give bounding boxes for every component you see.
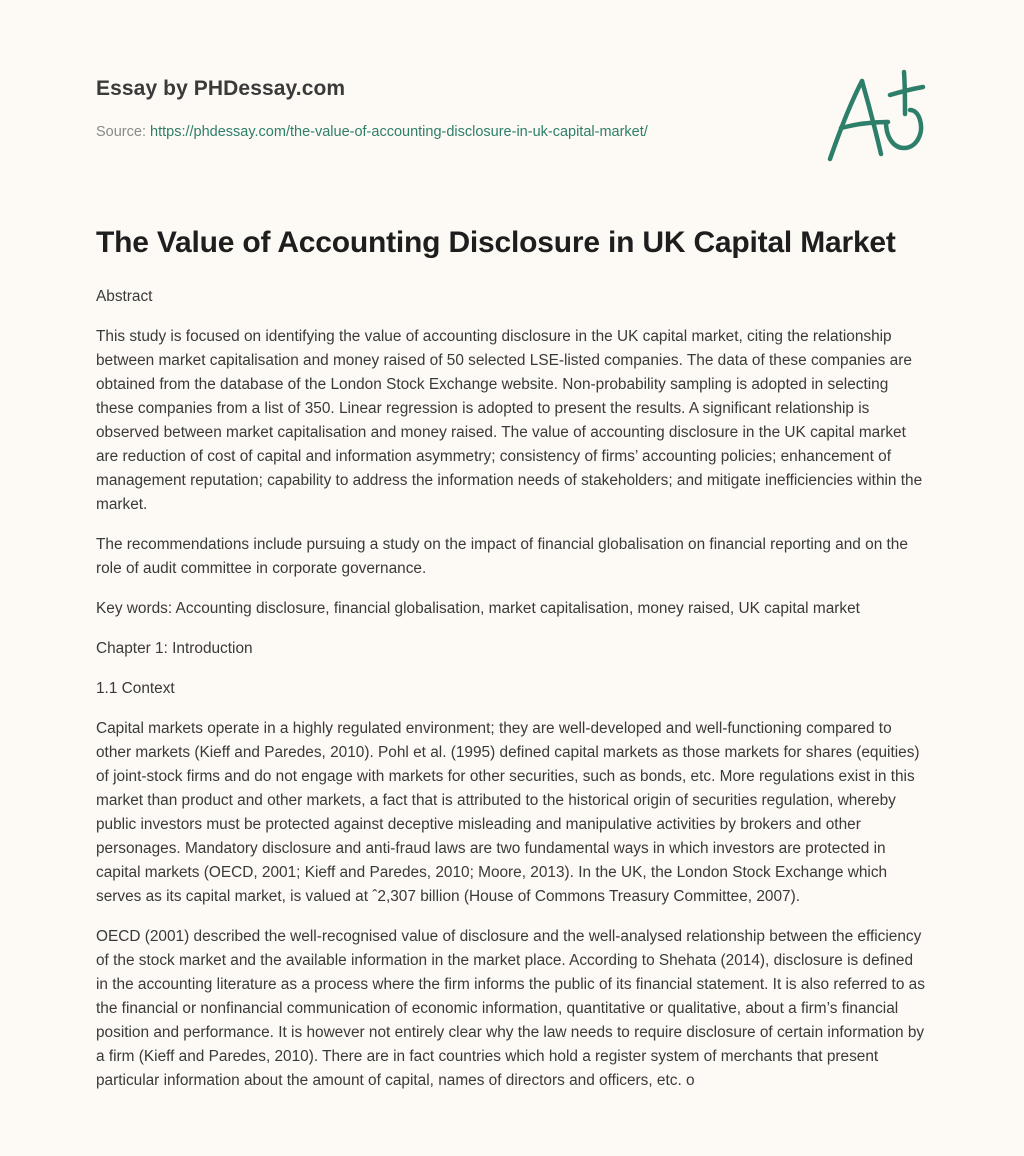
source-link[interactable]: https://phdessay.com/the-value-of-accounting-disclosure-in-uk-capital-market/ (150, 124, 648, 140)
source-line (96, 124, 648, 140)
abstract-heading: Abstract (96, 288, 153, 305)
a-plus-logo-icon (826, 68, 928, 166)
essay-body (96, 285, 928, 1109)
section-heading: 1.1 Context (96, 680, 175, 697)
abstract-paragraph: This study is focused on identifying the value of accounting disclosure in the UK capital market, citing the relationship between market capitalisation and money raised of 50 selected LSE-listed companies. The data of these companies are obtained from the database of the London Stock Exchange website. Non-probability sampling is adopted in selecting these companies from a list of 350. Linear regression is adopted to present the results. A significant relationship is observed between market capitalisation and money raised. The value of accounting disclosure in the UK capital market are reduction of cost of capital and information asymmetry; consistency of firms’ accounting policies; enhancement of management reputation; capability to address the information needs of stakeholders; and mitigate inefficiencies within the market. (96, 328, 923, 513)
essay-title: The Value of Accounting Disclosure in UK Capital Market (96, 226, 896, 259)
chapter-heading: Chapter 1: Introduction (96, 640, 253, 657)
context-paragraph-1: Capital markets operate in a highly regulated environment; they are well-developed and well-functioning compared to other markets (Kieff and Paredes, 2010). Pohl et al. (1995) defined capital markets as those markets for shares (equities) of joint-stock firms and do not engage with markets for other securities, such as bonds, etc. More regulations exist in this market than product and other markets, a fact that is attributed to the historical origin of securities regulation, whereby public investors must be protected against deceptive misleading and manipulative activities by brokers and other personages. Mandatory disclosure and anti-fraud laws are two fundamental ways in which investors are protected in capital markets (OECD, 2001; Kieff and Paredes, 2010; Moore, 2013). In the UK, the London Stock Exchange which serves as its capital market, is valued at ˆ2,307 billion (House of Commons Treasury Committee, 2007). (96, 720, 920, 905)
source-label: Source: (96, 124, 146, 140)
recommendations-paragraph: The recommendations include pursuing a study on the impact of financial globalisation on financial reporting and on the role of audit committee in corporate governance. (96, 536, 908, 577)
site-brand: Essay by PHDessay.com (96, 77, 346, 100)
keywords-paragraph: Key words: Accounting disclosure, financial globalisation, market capitalisation, money raised, UK capital market (96, 600, 860, 617)
context-paragraph-2: OECD (2001) described the well-recognised value of disclosure and the well-analysed relationship between the efficiency of the stock market and the available information in the market place. According to Shehata (2014), disclosure is defined in the accounting literature as a process where the firm informs the public of its financial statement. It is also referred to as the financial or nonfinancial communication of economic information, quantitative or qualitative, about a firm’s financial position and performance. It is however not entirely clear why the law needs to require disclosure of certain information by a firm (Kieff and Paredes, 2010). There are in fact countries which hold a register system of merchants that present particular information about the amount of capital, names of directors and officers, etc. o (96, 928, 925, 1089)
